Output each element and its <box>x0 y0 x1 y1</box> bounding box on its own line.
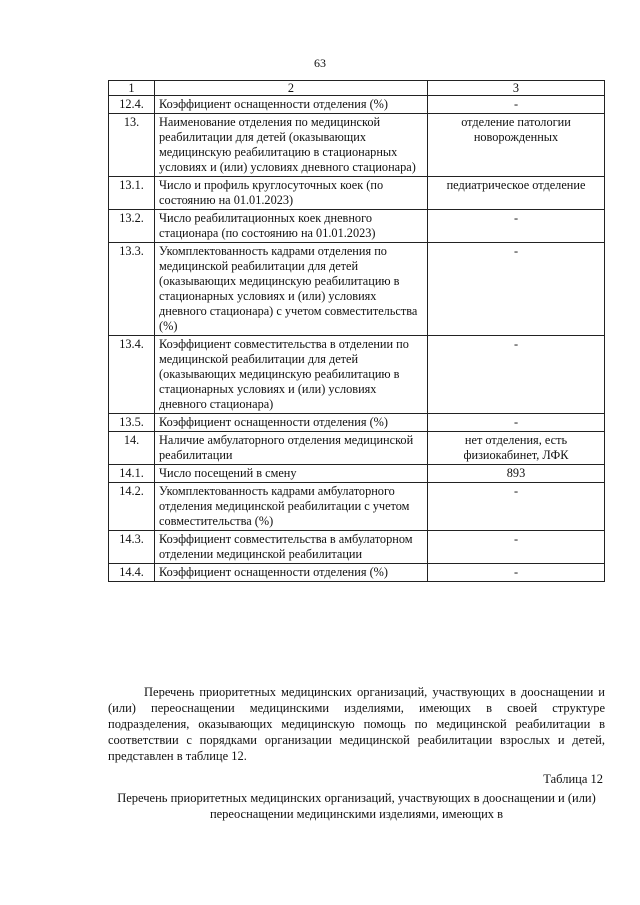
row-description: Укомплектованность кадрами отделения по медицинской реабилитации для детей (оказывающих медицинскую реабилитацию в стационарных условиях и (или) условиях дневного стационара) с учетом совместительства (%) <box>155 243 428 336</box>
table-heading: Перечень приоритетных медицинских организаций, участвующих в дооснащении и (или) переоснащении медицинскими изделиями, имеющих в <box>117 791 596 821</box>
row-description: Число и профиль круглосуточных коек (по состоянию на 01.01.2023) <box>155 177 428 210</box>
row-number: 14.4. <box>109 564 155 582</box>
row-number: 14. <box>109 432 155 465</box>
table-row <box>109 243 605 336</box>
row-value: - <box>428 336 605 414</box>
page-number: 63 <box>314 56 326 70</box>
row-description: Укомплектованность кадрами амбулаторного отделения медицинской реабилитации с учетом совместительства (%) <box>155 483 428 531</box>
table-row <box>109 531 605 564</box>
row-number: 13.1. <box>109 177 155 210</box>
header-col-1: 1 <box>109 81 155 96</box>
row-number: 14.1. <box>109 465 155 483</box>
table-row <box>109 414 605 432</box>
row-number: 13.5. <box>109 414 155 432</box>
row-number: 12.4. <box>109 96 155 114</box>
row-description: Наличие амбулаторного отделения медицинской реабилитации <box>155 432 428 465</box>
table-row <box>109 483 605 531</box>
row-value: - <box>428 414 605 432</box>
row-value: - <box>428 96 605 114</box>
table-header-row <box>109 81 605 96</box>
row-number: 13.2. <box>109 210 155 243</box>
body-paragraph: Перечень приоритетных медицинских организаций, участвующих в дооснащении и (или) переоснащении медицинскими изделиями, имеющих в своей структуре подразделения, оказывающих медицинскую помощь по медицинской реабилитации в соответствии с порядками организации медицинской реабилитации взрослых и детей, представлен в таблице 12. <box>108 685 605 763</box>
row-number: 13.3. <box>109 243 155 336</box>
row-description: Число реабилитационных коек дневного стационара (по состоянию на 01.01.2023) <box>155 210 428 243</box>
table-row <box>109 465 605 483</box>
row-value: - <box>428 210 605 243</box>
table-label: Таблица 12 <box>543 772 603 786</box>
table-row <box>109 336 605 414</box>
table-row <box>109 96 605 114</box>
row-number: 14.2. <box>109 483 155 531</box>
row-number: 14.3. <box>109 531 155 564</box>
row-description: Коэффициент совместительства в амбулаторном отделении медицинской реабилитации <box>155 531 428 564</box>
row-value: - <box>428 564 605 582</box>
rehab-table <box>108 80 605 582</box>
row-description: Коэффициент оснащенности отделения (%) <box>155 414 428 432</box>
row-value: педиатрическое отделение <box>428 177 605 210</box>
header-col-2: 2 <box>155 81 428 96</box>
row-value: - <box>428 531 605 564</box>
row-number: 13.4. <box>109 336 155 414</box>
row-value: отделение патологии новорожденных <box>428 114 605 177</box>
header-col-3: 3 <box>428 81 605 96</box>
row-description: Коэффициент совместительства в отделении по медицинской реабилитации для детей (оказывающих медицинскую реабилитацию в стационарных условиях и (или) условиях дневного стационара) <box>155 336 428 414</box>
table-row <box>109 114 605 177</box>
row-number: 13. <box>109 114 155 177</box>
table-row <box>109 177 605 210</box>
table-row <box>109 564 605 582</box>
row-value: - <box>428 243 605 336</box>
table-body <box>109 81 605 582</box>
row-value: 893 <box>428 465 605 483</box>
table-row <box>109 432 605 465</box>
row-description: Коэффициент оснащенности отделения (%) <box>155 96 428 114</box>
row-description: Число посещений в смену <box>155 465 428 483</box>
row-description: Наименование отделения по медицинской реабилитации для детей (оказывающих медицинскую реабилитацию в стационарных условиях и (или) условиях дневного стационара) <box>155 114 428 177</box>
row-description: Коэффициент оснащенности отделения (%) <box>155 564 428 582</box>
table-row <box>109 210 605 243</box>
row-value: нет отделения, есть физиокабинет, ЛФК <box>428 432 605 465</box>
row-value: - <box>428 483 605 531</box>
